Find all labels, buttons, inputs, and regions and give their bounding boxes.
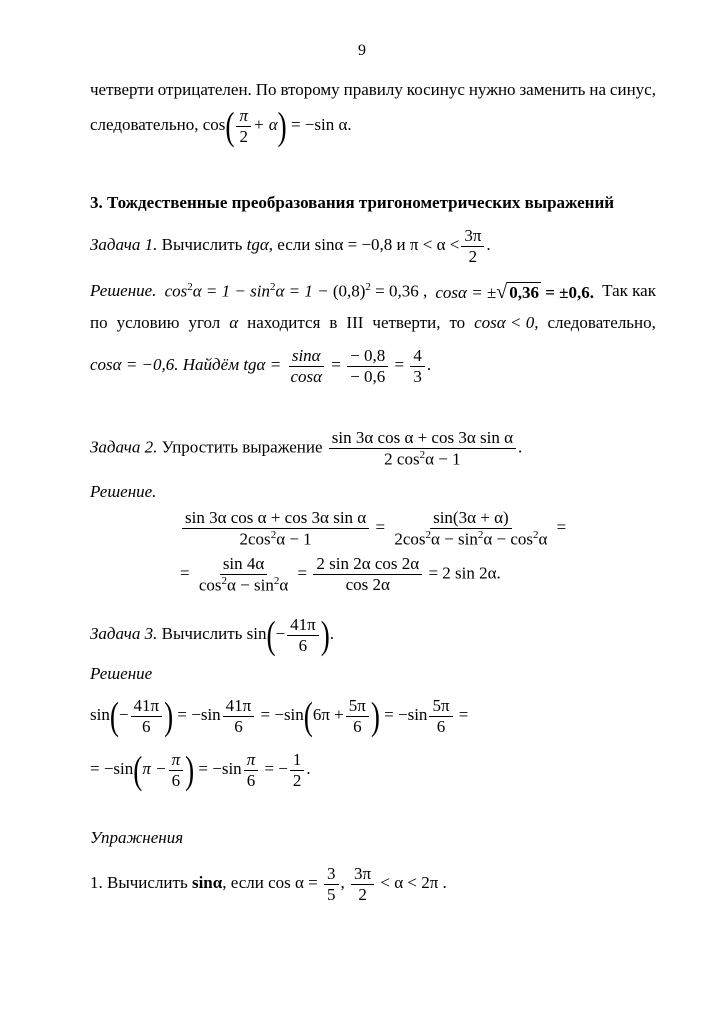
intro-line-1: [90, 80, 656, 100]
eq-part: = 0,36 ,: [375, 281, 428, 301]
den-part: α − cos: [483, 529, 533, 549]
d-fraction: [429, 696, 452, 736]
solution1-cos-value: cosα = −0,6. Найдём: [90, 354, 240, 374]
den-part: α − 1: [425, 449, 461, 469]
frac-num: 41π: [223, 696, 255, 717]
left-paren: (: [133, 747, 143, 792]
eq-sign: =: [297, 563, 308, 583]
right-paren: ): [370, 693, 380, 738]
page-number: 9: [358, 42, 366, 59]
sin-func: sin: [90, 704, 110, 724]
task1-condition: sinα = −0,8 и π < α <: [314, 234, 460, 254]
minus: −: [118, 704, 129, 724]
word: второму: [280, 80, 340, 99]
left-paren: (: [266, 612, 276, 657]
den-part: α: [279, 575, 289, 595]
plus-alpha: + α: [252, 114, 278, 134]
period: .: [306, 758, 311, 778]
word: четверти: [90, 80, 154, 99]
word: находится: [247, 313, 321, 332]
task1-text: Вычислить: [161, 234, 243, 254]
frac-num: sin(3α + α): [430, 508, 512, 529]
sqrt-arg: 0,36: [509, 283, 539, 302]
word: заменить: [519, 80, 586, 99]
frac-den: 5: [327, 884, 336, 904]
exercise1-if: , если cos α =: [222, 872, 318, 892]
solution1-line-2: [90, 313, 656, 333]
frac-den: 6: [298, 635, 308, 655]
f-fraction: [244, 750, 259, 790]
den-part: α − 1: [276, 529, 312, 549]
exp: 2: [269, 281, 276, 293]
frac-den: 2: [468, 246, 478, 266]
right-paren: ): [320, 612, 330, 657]
values-fraction: [347, 346, 388, 386]
cos: cos: [164, 281, 188, 301]
frac-num: π: [236, 106, 251, 127]
right-paren: ): [185, 747, 195, 792]
word: cosα < 0,: [474, 313, 539, 332]
word: в: [329, 313, 338, 332]
exp: 2: [273, 574, 280, 587]
word: α: [229, 313, 239, 332]
section-title: 3. Тождественные преобразования тригонометрических выражений: [90, 193, 615, 212]
word: правилу: [343, 80, 403, 99]
frac-den: − 0,6: [350, 366, 386, 386]
den-part: cos: [198, 575, 222, 595]
frac-den: 2: [358, 884, 367, 904]
word: условию: [116, 313, 180, 332]
frac-num: sinα: [289, 346, 324, 367]
task3-label: Задача 3.: [90, 623, 158, 643]
eq-sign: =: [375, 517, 386, 537]
exp: 2: [187, 281, 193, 293]
period: .: [518, 437, 523, 457]
solution1-eq2: [435, 281, 594, 304]
solution2-row-1: [180, 508, 566, 549]
solution1-eq1: [165, 281, 428, 304]
frac-den: 6: [353, 716, 362, 736]
frac-num: 2 sin 2α cos 2α: [313, 554, 422, 575]
period: .: [347, 114, 352, 134]
eq-sign: =: [394, 354, 405, 374]
frac-num: π: [244, 750, 259, 771]
eq-sign: =: [458, 704, 469, 724]
den-part: 2cos: [239, 529, 271, 549]
frac-num: 4: [410, 346, 425, 367]
eq-part: = −sin: [384, 704, 428, 724]
frac-num: 5π: [429, 696, 452, 717]
sin-func: sin: [246, 623, 267, 643]
word: четверти,: [372, 313, 441, 332]
task2-label: Задача 2.: [90, 437, 158, 457]
left-paren: (: [109, 693, 119, 738]
right-paren: ): [164, 693, 174, 738]
task2-text: Упростить выражение: [161, 437, 323, 457]
r2-result: = 2 sin 2α.: [428, 563, 501, 583]
exercises-title: Упражнения: [90, 828, 184, 847]
sqrt-sign: √: [496, 281, 508, 303]
e-inner: π −: [142, 758, 167, 778]
frac-den: [381, 449, 463, 469]
task1-if: , если: [268, 234, 311, 254]
solution3-row-1: [90, 693, 469, 738]
exercise1-text: 1. Вычислить: [90, 872, 188, 892]
word: то: [449, 313, 466, 332]
b-fraction: [223, 696, 255, 736]
word: следовательно,: [547, 313, 656, 332]
eq-part: = ±0,6.: [545, 283, 595, 302]
frac-den: [391, 529, 550, 549]
r2a-fraction: [196, 554, 291, 595]
eq-part: = −sin: [260, 704, 304, 724]
exp: 2: [532, 528, 539, 541]
c-fraction: [346, 696, 369, 736]
frac-num: 3: [324, 864, 339, 885]
frac-den: [196, 575, 291, 595]
den-part: α − sin: [227, 575, 274, 595]
3pi-over-2-fraction: [461, 226, 484, 266]
word: По: [255, 80, 277, 99]
eq-part: α = 1 −: [275, 281, 329, 301]
cos-func: cos: [202, 114, 226, 134]
exercise1-range: < α < 2π .: [380, 872, 447, 892]
den-part: 2cos: [394, 529, 426, 549]
frac-num: sin 3α cos α + cos 3α sin α: [329, 428, 516, 449]
word: по: [90, 313, 108, 332]
task2: [90, 428, 522, 469]
frac-num: 41π: [131, 696, 163, 717]
frac-num: − 0,8: [347, 346, 388, 367]
solution1-tail: Так как: [602, 281, 656, 300]
frac-num: sin 4α: [220, 554, 268, 575]
frac-den: 6: [246, 770, 256, 790]
frac-den: 3: [413, 366, 422, 386]
3-over-5-fraction: [324, 864, 339, 904]
left-paren: (: [303, 693, 313, 738]
result-fraction: [410, 346, 425, 386]
exp: 2: [270, 528, 277, 541]
task3: [90, 612, 335, 657]
exp: 2: [365, 281, 371, 293]
e-fraction: [169, 750, 184, 790]
3pi-over-2-fraction: [351, 864, 374, 904]
word: нужно: [468, 80, 516, 99]
a-fraction: [131, 696, 163, 736]
r1-fraction: [182, 508, 369, 549]
eq-sign: =: [556, 517, 567, 537]
minus: −: [275, 623, 286, 643]
solution2-label: Решение.: [90, 482, 157, 501]
exercise-1: [90, 864, 447, 904]
intro-line-2: [90, 103, 352, 148]
task1-label: Задача 1.: [90, 234, 158, 254]
word: косинус: [406, 80, 465, 99]
exp: 2: [425, 528, 431, 541]
period: .: [486, 234, 491, 254]
frac-den: cos 2α: [345, 574, 390, 594]
solution3-row-2: [90, 747, 311, 792]
task1-tg: tgα: [246, 234, 269, 254]
frac-num: sin 3α cos α + cos 3α sin α: [182, 508, 369, 529]
intro-prefix: следовательно,: [90, 114, 199, 134]
frac-num: 3π: [461, 226, 484, 247]
exercise1-sin: sinα: [191, 872, 223, 892]
eq-part: = −sin: [198, 758, 242, 778]
solution1-line-1: [90, 281, 656, 304]
eq-sign: =: [180, 563, 190, 583]
frac-num: π: [169, 750, 184, 771]
eq-part: α = 1 − sin: [192, 281, 270, 301]
word: на: [589, 80, 606, 99]
eq-part: cosα = ±: [435, 283, 497, 302]
pi-over-2-fraction: [236, 106, 251, 146]
den-part: α − sin: [430, 529, 478, 549]
period: .: [426, 354, 432, 374]
word: синус,: [609, 80, 656, 99]
eq-sign: =: [331, 354, 341, 374]
frac-den: 6: [234, 716, 243, 736]
comma: ,: [340, 872, 345, 892]
word: III: [346, 313, 364, 332]
left-paren: (: [225, 103, 235, 148]
task3-text: Вычислить: [161, 623, 243, 643]
solution2-row-2: [180, 554, 501, 595]
frac-den: 6: [142, 716, 151, 736]
frac-num: 5π: [346, 696, 369, 717]
exp: 2: [221, 574, 228, 587]
frac-den: [237, 529, 315, 549]
period: .: [329, 623, 335, 643]
frac-den: 2: [292, 770, 302, 790]
eq-part: (0,8): [332, 281, 366, 301]
right-paren: ): [277, 103, 287, 148]
solution1-label: Решение.: [90, 281, 157, 300]
frac-den: 6: [436, 716, 446, 736]
41pi-over-6-fraction: [287, 615, 319, 655]
eq-part: = −sin: [90, 758, 134, 778]
intro-result: = −sin α: [290, 114, 348, 134]
frac-den: cosα: [290, 366, 323, 386]
eq-part: = −: [264, 758, 288, 778]
sin-over-cos-fraction: [287, 346, 325, 386]
den-part: α: [538, 529, 548, 549]
exp: 2: [419, 448, 426, 461]
frac-den: 2: [239, 126, 248, 146]
exp: 2: [477, 528, 484, 541]
g-fraction: [290, 750, 305, 790]
frac-den: 6: [171, 770, 181, 790]
word: угол: [188, 313, 221, 332]
solution1-tg: tgα =: [243, 354, 282, 374]
solution1-line-3: [90, 346, 431, 386]
c-inner: 6π +: [312, 704, 344, 724]
word: отрицателен.: [157, 80, 252, 99]
eq-part: = −sin: [177, 704, 221, 724]
frac-num: 41π: [287, 615, 319, 636]
task2-fraction: [329, 428, 516, 469]
r1b-fraction: [391, 508, 550, 549]
frac-num: 3π: [351, 864, 374, 885]
solution3-label: Решение: [90, 664, 153, 683]
r2b-fraction: [313, 554, 422, 594]
task1: [90, 226, 491, 266]
frac-num: 1: [290, 750, 305, 771]
den-part: 2 cos: [384, 449, 420, 469]
